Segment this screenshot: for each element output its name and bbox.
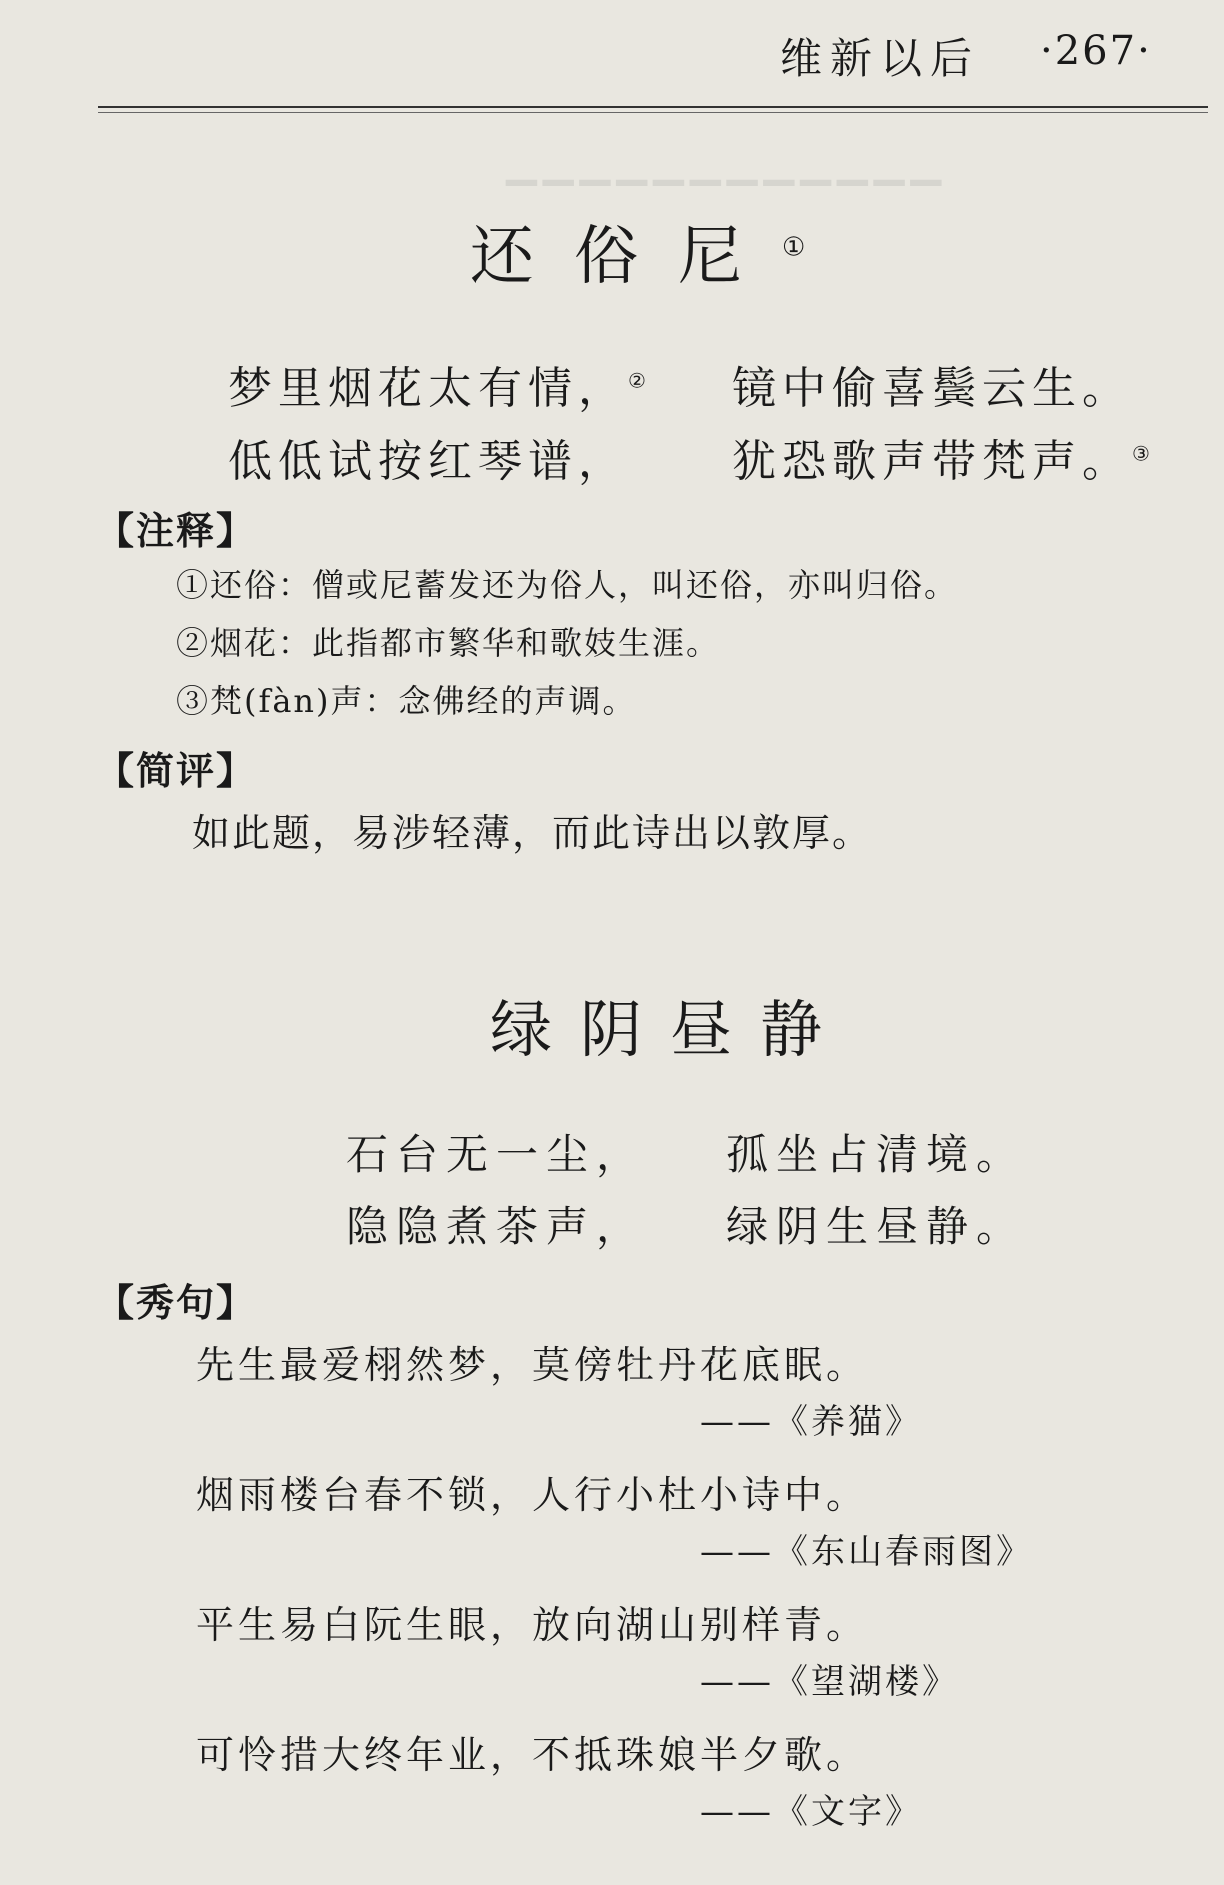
excerpt-source: ——《养猫》: [700, 1402, 922, 1442]
excerpt-source: ——《东山春雨图》: [700, 1532, 1033, 1572]
verse-line: [228, 352, 646, 416]
footnote-marker: ③: [1132, 441, 1150, 466]
review-text: 如此题，易涉轻薄，而此诗出以敦厚。: [192, 811, 873, 855]
note-item: ②烟花：此指都市繁华和歌妓生涯。: [176, 624, 721, 662]
header-rule: [98, 106, 1208, 108]
running-header: [0, 0, 1224, 110]
poem-title: [470, 205, 805, 297]
excerpt-text: 平生易白阮生眼，放向湖山别样青。: [196, 1603, 869, 1647]
verse-text: 低低试按红琴谱，: [228, 436, 628, 487]
verse-line: [732, 352, 1132, 416]
verse-line: 孤坐占清境。: [726, 1130, 1027, 1179]
verse-line: 隐隐煮茶声，: [346, 1202, 647, 1251]
page-number: ·267·: [1040, 28, 1152, 74]
bleed-through-texture: ▁▁▁▁▁▁▁▁▁▁▁▁: [500, 140, 942, 186]
excerpt-text: 烟雨楼台春不锁，人行小杜小诗中。: [196, 1473, 869, 1517]
verse-text: 梦里烟花太有情，: [228, 363, 628, 414]
header-rule-secondary: [98, 112, 1208, 113]
excerpt-text: 可怜措大终年业，不抵珠娘半夕歌。: [196, 1733, 869, 1777]
verse-line: 石台无一尘，: [346, 1130, 647, 1179]
verse-line: [732, 425, 1150, 489]
note-item: ①还俗：僧或尼蓄发还为俗人，叫还俗，亦叫归俗。: [176, 566, 959, 604]
notes-heading: 【注释】: [96, 509, 257, 553]
verse-line: [228, 425, 628, 489]
verse-text: 镜中偷喜鬓云生。: [732, 363, 1132, 414]
excerpts-heading: 【秀句】: [96, 1281, 257, 1325]
excerpt-text: 先生最爱栩然梦，莫傍牡丹花底眠。: [196, 1343, 869, 1387]
excerpt-source: ——《望湖楼》: [700, 1662, 959, 1702]
footnote-marker: ①: [782, 232, 806, 263]
verse-text: 犹恐歌声带梵声。: [732, 436, 1132, 487]
running-title: 维新以后: [780, 34, 981, 83]
verse-line: 绿阴生昼静。: [726, 1202, 1027, 1251]
poem-title: 绿阴昼静: [490, 993, 851, 1066]
footnote-marker: ②: [628, 368, 646, 393]
review-heading: 【简评】: [96, 749, 257, 793]
poem-title-text: 还俗尼: [470, 220, 782, 294]
note-item: ③梵(fàn)声：念佛经的声调。: [176, 682, 637, 720]
excerpt-source: ——《文字》: [700, 1792, 922, 1832]
